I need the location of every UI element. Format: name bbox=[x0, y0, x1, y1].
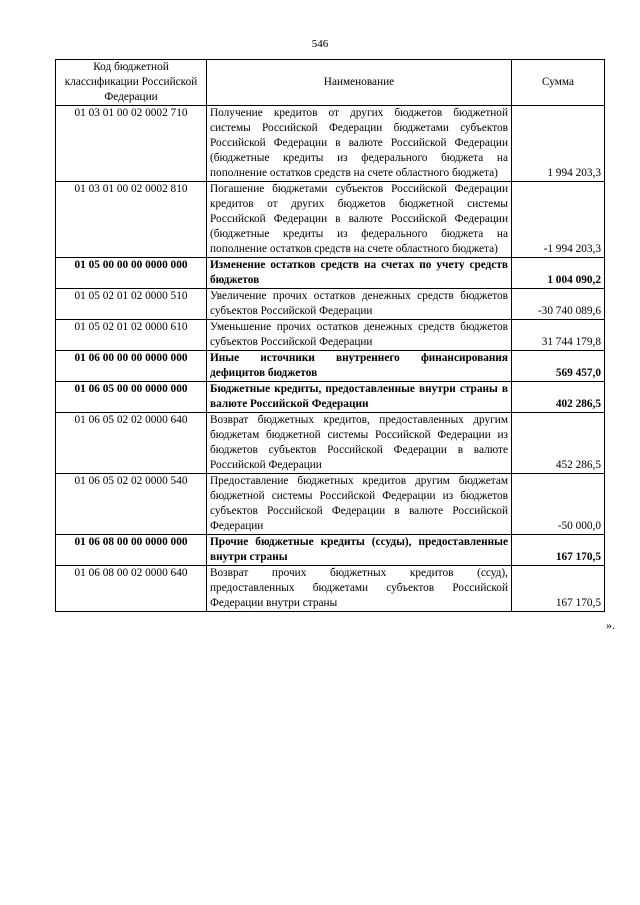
header-code: Код бюджетной классификации Российской Федерации bbox=[56, 60, 207, 106]
row-sum: -30 740 089,6 bbox=[512, 289, 605, 320]
closing-quote: ». bbox=[606, 618, 615, 632]
table-row bbox=[56, 382, 605, 413]
row-sum: -1 994 203,3 bbox=[512, 182, 605, 258]
row-name: Иные источники внутреннего финансирования дефицитов бюджетов bbox=[207, 351, 512, 382]
header-sum: Сумма bbox=[512, 60, 605, 106]
row-name: Предоставление бюджетных кредитов другим бюджетам бюджетной системы Российской Федерации из бюджетов субъектов Российской Федерации в валюте Российской Федерации bbox=[207, 474, 512, 535]
row-code: 01 06 08 00 00 0000 000 bbox=[56, 535, 207, 566]
row-code: 01 06 08 00 02 0000 640 bbox=[56, 566, 207, 612]
row-code: 01 03 01 00 02 0002 810 bbox=[56, 182, 207, 258]
row-name: Возврат прочих бюджетных кредитов (ссуд), предоставленных бюджетами субъектов Российской Федерации внутри страны bbox=[207, 566, 512, 612]
row-sum: 31 744 179,8 bbox=[512, 320, 605, 351]
row-code: 01 05 02 01 02 0000 510 bbox=[56, 289, 207, 320]
row-code: 01 06 00 00 00 0000 000 bbox=[56, 351, 207, 382]
table-row bbox=[56, 289, 605, 320]
row-name: Изменение остатков средств на счетах по учету средств бюджетов bbox=[207, 258, 512, 289]
row-code: 01 06 05 02 02 0000 540 bbox=[56, 474, 207, 535]
table-row bbox=[56, 258, 605, 289]
table-body bbox=[56, 106, 605, 612]
table-row bbox=[56, 413, 605, 474]
row-sum: 167 170,5 bbox=[512, 535, 605, 566]
table-row bbox=[56, 535, 605, 566]
row-code: 01 06 05 00 00 0000 000 bbox=[56, 382, 207, 413]
table-row bbox=[56, 182, 605, 258]
budget-sources-table bbox=[55, 59, 605, 612]
row-sum: 569 457,0 bbox=[512, 351, 605, 382]
table-row bbox=[56, 351, 605, 382]
table-row bbox=[56, 566, 605, 612]
header-name: Наименование bbox=[207, 60, 512, 106]
row-name: Возврат бюджетных кредитов, предоставленных другим бюджетам бюджетной системы Российской Федерации из бюджетов субъектов Российской Федерации в валюте Российской Федерации bbox=[207, 413, 512, 474]
table-row bbox=[56, 106, 605, 182]
row-name: Прочие бюджетные кредиты (ссуды), предоставленные внутри страны bbox=[207, 535, 512, 566]
row-name: Погашение бюджетами субъектов Российской Федерации кредитов от других бюджетов бюджетной системы Российской Федерации в валюте Российской Федерации (бюджетные кредиты из федерального бюджета на пополнение остатков средств на счете областного бюджета) bbox=[207, 182, 512, 258]
table-row bbox=[56, 320, 605, 351]
row-sum: 1 994 203,3 bbox=[512, 106, 605, 182]
row-code: 01 03 01 00 02 0002 710 bbox=[56, 106, 207, 182]
row-sum: 452 286,5 bbox=[512, 413, 605, 474]
row-sum: 167 170,5 bbox=[512, 566, 605, 612]
row-name: Уменьшение прочих остатков денежных средств бюджетов субъектов Российской Федерации bbox=[207, 320, 512, 351]
table-row bbox=[56, 474, 605, 535]
row-code: 01 05 02 01 02 0000 610 bbox=[56, 320, 207, 351]
row-code: 01 05 00 00 00 0000 000 bbox=[56, 258, 207, 289]
row-name: Получение кредитов от других бюджетов бюджетной системы Российской Федерации бюджетами субъектов Российской Федерации в валюте Российской Федерации (бюджетные кредиты из федерального бюджета на пополнение остатков средств на счете областного бюджета) bbox=[207, 106, 512, 182]
page-number: 546 bbox=[311, 38, 329, 50]
row-code: 01 06 05 02 02 0000 640 bbox=[56, 413, 207, 474]
table-header-row bbox=[56, 60, 605, 106]
row-name: Бюджетные кредиты, предоставленные внутри страны в валюте Российской Федерации bbox=[207, 382, 512, 413]
row-sum: 402 286,5 bbox=[512, 382, 605, 413]
row-sum: -50 000,0 bbox=[512, 474, 605, 535]
row-sum: 1 004 090,2 bbox=[512, 258, 605, 289]
row-name: Увеличение прочих остатков денежных средств бюджетов субъектов Российской Федерации bbox=[207, 289, 512, 320]
